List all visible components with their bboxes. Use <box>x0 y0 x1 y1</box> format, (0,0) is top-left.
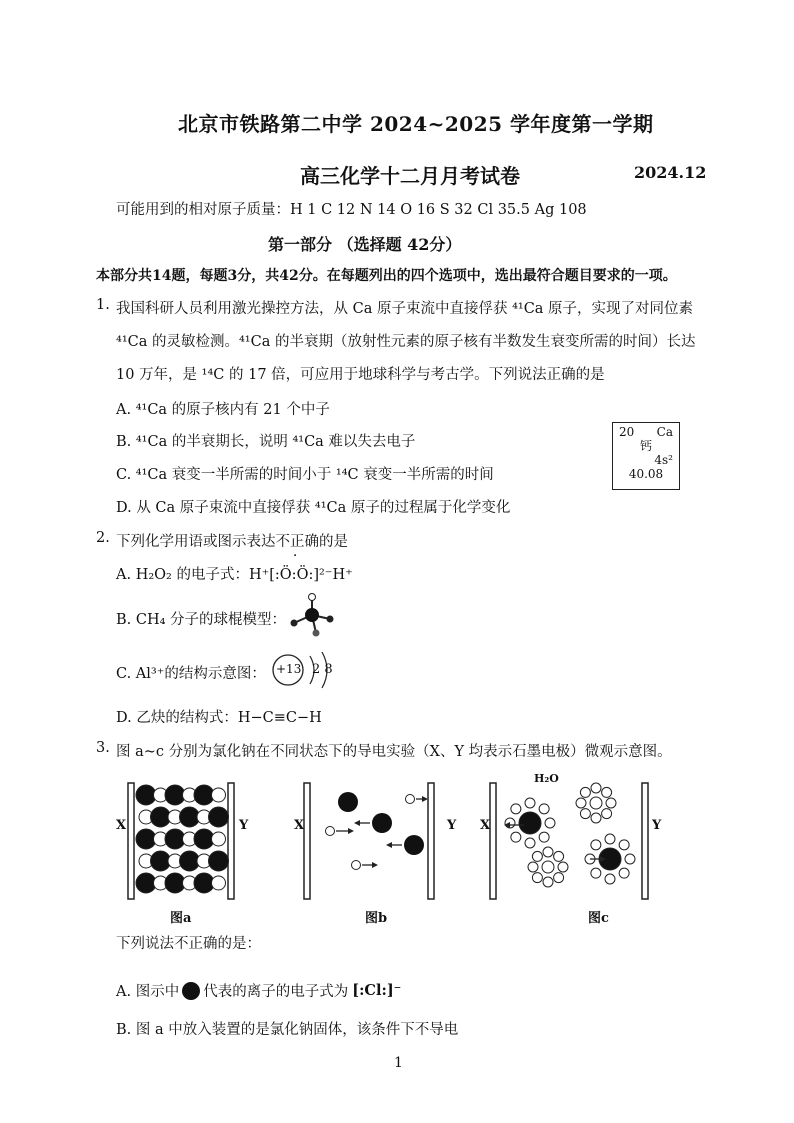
hydrated-sodium-ion <box>590 797 602 809</box>
exam-subtitle: 高三化学十二月月考试卷 <box>300 164 520 188</box>
water-molecule <box>591 868 601 878</box>
hydrated-sodium-ion <box>542 861 554 873</box>
figure-c-caption: 图c <box>588 911 609 926</box>
water-molecule <box>532 851 542 861</box>
q3-option-b: B. 图 a 中放入装置的是氯化钠固体，该条件下不导电 <box>116 1022 459 1038</box>
figure-a-caption: 图a <box>170 911 192 926</box>
water-molecule <box>602 787 612 797</box>
water-molecule <box>580 787 590 797</box>
element-card <box>612 422 680 490</box>
q1-stem-line1: 我国科研人员利用激光操控方法，从 Ca 原子束流中直接俘获 ⁴¹Ca 原子，实现了对同位素 <box>116 301 694 317</box>
q1-stem-line2: ⁴¹Ca 的灵敏检测。⁴¹Ca 的半衰期（放射性元素的原子核有半数发生衰变所需的时间）长达 <box>116 334 696 350</box>
page-number: 1 <box>394 1055 403 1071</box>
element-name: 钙 <box>639 439 652 453</box>
al3-nucleus: +13 <box>276 662 302 676</box>
fig-a-electrode-x: X <box>116 818 127 833</box>
q2-option-a: A. H₂O₂ 的电子式：H⁺[:Ö:Ö:]²⁻H⁺ <box>116 567 353 583</box>
q3-option-a-pre: A. 图示中 <box>116 984 180 1000</box>
water-molecule <box>539 804 549 814</box>
water-molecule <box>591 813 601 823</box>
q2-stem-post: 的是 <box>319 534 348 550</box>
al3-shells: 2 8 <box>312 662 333 677</box>
q3-prompt: 下列说法不正确的是： <box>116 936 261 952</box>
page-title: 北京市铁路第二中学 2024~2025 学年度第一学期 <box>178 112 654 136</box>
q3-option-a <box>116 980 401 1001</box>
water-molecule <box>602 809 612 819</box>
water-molecule <box>554 873 564 883</box>
water-molecule <box>543 847 553 857</box>
water-molecule <box>528 862 538 872</box>
water-molecule <box>558 862 568 872</box>
water-molecule <box>580 809 590 819</box>
water-molecule <box>619 868 629 878</box>
q3-chloride-formula: [:Cl:]⁻ <box>352 982 402 999</box>
part1-heading: 第一部分 （选择题 42分） <box>268 235 462 254</box>
water-molecule <box>591 840 601 850</box>
figure-c-nacl-solution <box>478 775 678 905</box>
figure-a-solid-nacl <box>116 775 256 905</box>
q2-stem <box>116 530 348 551</box>
q2-option-b: B. CH₄ 分子的球棍模型： <box>116 612 287 628</box>
figure-b-caption: 图b <box>365 911 388 926</box>
part1-instructions: 本部分共14题，每题3分，共42分。在每题列出的四个选项中，选出最符合题目要求的一项。 <box>96 268 677 284</box>
q1-option-c: C. ⁴¹Ca 衰变一半所需的时间小于 ¹⁴C 衰变一半所需的时间 <box>116 467 494 483</box>
element-mass: 40.08 <box>628 467 664 481</box>
element-symbol: Ca <box>656 425 673 439</box>
figure-b-molten-nacl <box>292 775 467 905</box>
water-molecule <box>554 851 564 861</box>
q2-stem-emphasis: 不正确 <box>275 534 319 550</box>
fig-b-electrode-x: X <box>294 818 305 833</box>
water-molecule <box>545 818 555 828</box>
water-molecule <box>605 874 615 884</box>
q3-number: 3. <box>96 740 110 756</box>
q2-option-d: D. 乙炔的结构式：H−C≡C−H <box>116 710 322 726</box>
water-molecule <box>525 798 535 808</box>
ch4-ball-stick-model <box>282 593 342 637</box>
q2-stem-pre: 下列化学用语或图示表达 <box>116 534 276 550</box>
water-molecule <box>539 832 549 842</box>
fig-a-electrode-y: Y <box>239 818 249 833</box>
water-molecule <box>525 838 535 848</box>
sodium-ion <box>212 788 226 802</box>
fig-b-electrode-y: Y <box>447 818 457 833</box>
water-molecule <box>543 877 553 887</box>
q1-number: 1. <box>96 297 110 313</box>
water-molecule <box>619 840 629 850</box>
fig-c-electrode-y: Y <box>652 818 662 833</box>
water-molecule <box>625 854 635 864</box>
water-molecule <box>605 834 615 844</box>
water-molecule <box>532 873 542 883</box>
fig-c-water-label: H₂O <box>534 772 559 785</box>
atomic-masses: 可能用到的相对原子质量：H 1 C 12 N 14 O 16 S 32 Cl 35.5 Ag 108 <box>116 202 587 218</box>
water-molecule <box>511 832 521 842</box>
water-molecule <box>606 798 616 808</box>
hydrated-chloride-ion <box>519 812 541 834</box>
water-molecule <box>511 804 521 814</box>
q3-option-a-post: 代表的离子的电子式为 <box>203 984 349 1000</box>
chloride-ion <box>209 851 229 871</box>
exam-date: 2024.12 <box>634 163 707 182</box>
sodium-ion <box>212 832 226 846</box>
q3-stem: 图 a~c 分别为氯化钠在不同状态下的导电实验（X、Y 均表示石墨电极）微观示意图。 <box>116 744 672 760</box>
q2-option-c: C. Al³⁺的结构示意图： <box>116 666 266 682</box>
q1-stem-line3: 10 万年，是 ¹⁴C 的 17 倍，可应用于地球科学与考古学。下列说法正确的是 <box>116 367 605 383</box>
fig-c-electrode-x: X <box>480 818 491 833</box>
q1-option-d: D. 从 Ca 原子束流中直接俘获 ⁴¹Ca 原子的过程属于化学变化 <box>116 500 511 516</box>
element-config: 4s² <box>654 453 673 467</box>
sodium-ion <box>212 876 226 890</box>
chloride-ion <box>209 807 229 827</box>
q2-number: 2. <box>96 530 110 546</box>
q1-option-a: A. ⁴¹Ca 的原子核内有 21 个中子 <box>116 402 330 418</box>
q1-option-b: B. ⁴¹Ca 的半衰期长，说明 ⁴¹Ca 难以失去电子 <box>116 434 416 450</box>
chloride-ion-icon <box>181 981 201 1001</box>
water-molecule <box>576 798 586 808</box>
element-number: 20 <box>619 425 635 439</box>
water-molecule <box>591 783 601 793</box>
